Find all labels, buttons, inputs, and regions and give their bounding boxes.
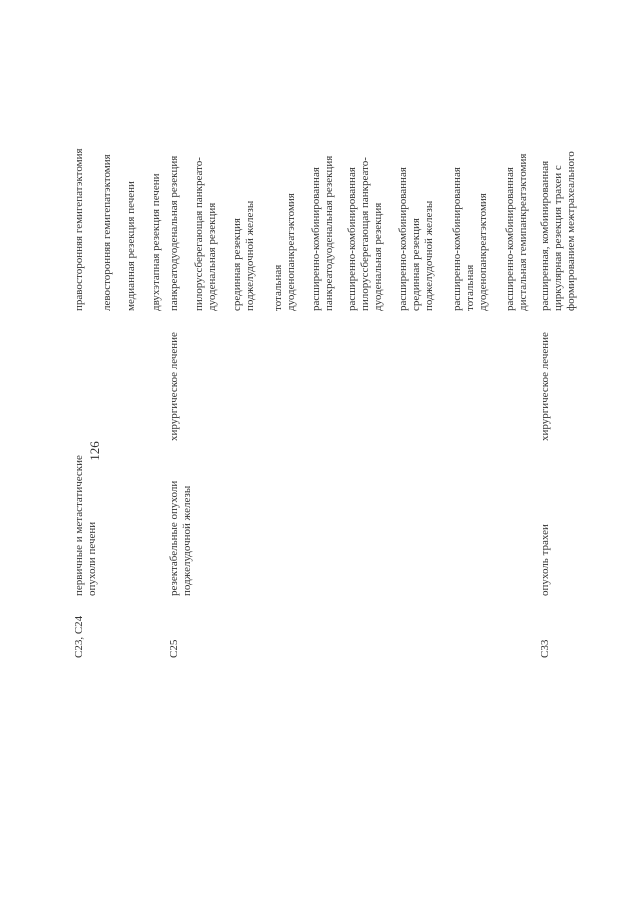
method-item: расширенная, комбинированная циркулярная резекция трахеи с формированием межтрахеального bbox=[539, 151, 577, 311]
method-item: медианная резекция печени bbox=[125, 181, 137, 311]
method-item: левосторонняя гемигепатэктомия bbox=[101, 154, 113, 311]
method-item: тотальная дуоденопанкреатэктомия bbox=[272, 193, 297, 311]
method-item: панкреатодуоденальная резекция bbox=[168, 155, 180, 311]
method-item: пилоруссберегающая панкреато- дуоденальная резекция bbox=[193, 157, 218, 311]
method-item: двухэтапная резекция печени bbox=[150, 173, 162, 311]
method-item: расширенно-комбинированная срединная резекция поджелудочной железы bbox=[397, 167, 435, 311]
treatment-type: хирургическое лечение bbox=[168, 332, 180, 441]
diagnosis-name: первичные и метастатические опухоли печени bbox=[73, 455, 98, 596]
diagnosis-code: C23, C24 bbox=[73, 615, 85, 658]
method-item: срединная резекция поджелудочной железы bbox=[231, 200, 256, 311]
treatment-type: хирургическое лечение bbox=[539, 332, 551, 441]
diagnosis-code: C33 bbox=[539, 639, 551, 658]
diagnosis-name: опухоль трахеи bbox=[539, 524, 551, 596]
page-number: 126 bbox=[87, 441, 102, 461]
diagnosis-name: резектабельные опухоли поджелудочной железы bbox=[168, 480, 193, 596]
method-item: расширенно-комбинированная тотальная дуоденопанкреатэктомия bbox=[451, 167, 489, 311]
method-item: расширенно-комбинированная пилоруссберегающая панкреато- дуоденальная резекция bbox=[346, 157, 384, 311]
method-item: расширенно-комбинированная дистальная гемипанкреатэктомия bbox=[504, 153, 529, 311]
method-item: расширенно-комбинированная панкреатодуоденальная резекция bbox=[310, 155, 335, 311]
method-item: правосторонняя гемигепатэктомия bbox=[73, 148, 85, 311]
diagnosis-code: C25 bbox=[168, 639, 180, 658]
